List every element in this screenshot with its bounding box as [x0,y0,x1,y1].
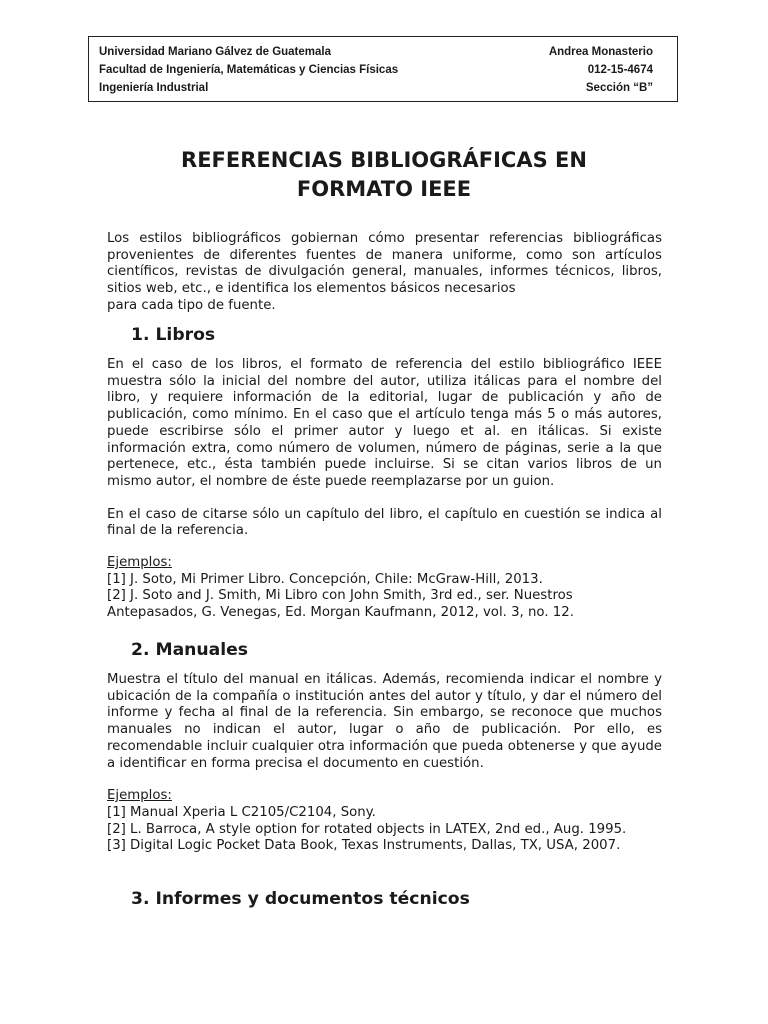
libros-paragraph-2: En el caso de citarse sólo un capítulo del libro, el capítulo en cuestión se indica al final de la referencia. [107,506,662,539]
libros-examples-label: Ejemplos: [107,555,172,571]
manuales-example-1: [1] Manual Xperia L C2105/C2104, Sony. [107,804,376,820]
intro-paragraph: Los estilos bibliográficos gobiernan cómo presentar referencias bibliográficas provenientes de diferentes fuentes de manera uniforme, como son artículos científicos, revistas de divulgación general, manuales, informes técnicos, libros, sitios web, etc., e identifica los elementos básicos necesarios [107,231,662,297]
header-row-1 [99,43,653,61]
manuales-example-3: [3] Digital Logic Pocket Data Book, Texas Instruments, Dallas, TX, USA, 2007. [107,838,621,854]
section-heading-libros: 1. Libros [131,325,216,345]
section-label: Sección “B” [585,82,653,94]
intro-block [107,231,662,315]
manuales-example-2: [2] L. Barroca, A style option for rotated objects in LATEX, 2nd ed., Aug. 1995. [107,821,627,837]
title-line-2: FORMATO IEEE [296,177,472,201]
header-box [88,36,678,102]
libros-example-1: [1] J. Soto, Mi Primer Libro. Concepción, Chile: McGraw-Hill, 2013. [107,571,543,587]
header-row-2 [99,61,653,79]
intro-paragraph-end: para cada tipo de fuente. [107,297,276,313]
libros-paragraph-1: En el caso de los libros, el formato de referencia del estilo bibliográfico IEEE muestra sólo la inicial del nombre del autor, utiliza itálicas para el nombre del libro, y requiere información de la editorial, lugar de publicación y año de publicación, como mínimo. En el caso que el artículo tenga más 5 o más autores, puede escribirse sólo el primer autor y luego et al. en itálicas. Si existe información extra, como número de volumen, número de páginas, serie a la que pertenece, etc., ésta también puede incluirse. Si se citan varios libros de un mismo autor, el nombre de éste puede reemplazarse por un guion. [107,357,662,489]
header-row-3 [99,79,653,97]
career-name: Ingeniería Industrial [99,82,209,94]
manuales-examples-label: Ejemplos: [107,788,172,804]
manuales-paragraph-1: Muestra el título del manual en itálicas. Además, recomienda indicar el nombre y ubicación de la compañía o institución antes del autor y título, y dar el número del informe y fecha al final de la referencia. Sin embargo, se reconoce que muchos manuales no indican el autor, lugar o año de publicación. Por ello, es recomendable incluir cualquier otra información que pueda obtenerse y que ayude a identificar en forma precisa el documento en cuestión. [107,672,662,771]
section-libros-body [107,357,662,622]
title-line-1: REFERENCIAS BIBLIOGRÁFICAS EN [181,148,587,172]
faculty-name: Facultad de Ingeniería, Matemáticas y Ciencias Físicas [99,64,399,76]
section-heading-informes: 3. Informes y documentos técnicos [131,889,470,909]
student-id: 012-15-4674 [587,64,653,76]
university-name: Universidad Mariano Gálvez de Guatemala [99,46,331,58]
section-manuales-body [107,672,662,855]
libros-example-2: [2] J. Soto and J. Smith, Mi Libro con John Smith, 3rd ed., ser. Nuestros Antepasados, G. Venegas, Ed. Morgan Kaufmann, 2012, vol. 3, no. 12. [107,588,574,621]
section-heading-manuales: 2. Manuales [131,640,249,660]
page-title [0,146,768,204]
student-name: Andrea Monasterio [548,46,653,58]
